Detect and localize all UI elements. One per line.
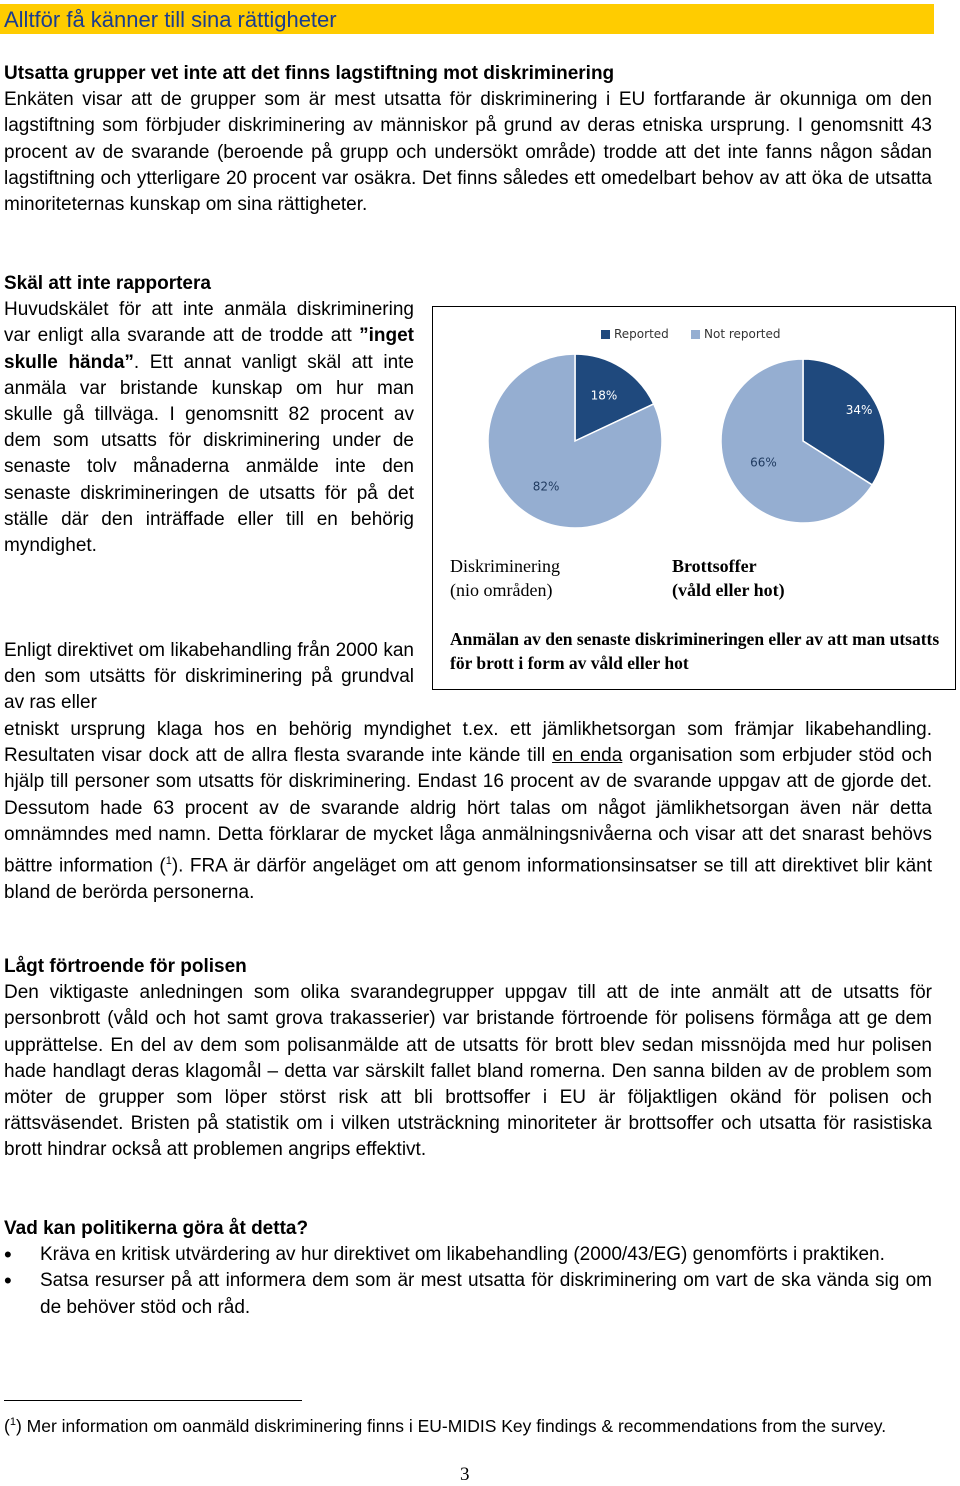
pie-label-discrimination: Diskriminering (nio områden) — [450, 556, 560, 600]
slice-label-victims-reported: 34% — [845, 403, 873, 418]
section-reasons — [4, 271, 414, 559]
bullet-list — [4, 1242, 932, 1321]
legend-item-reported: Reported — [601, 327, 669, 341]
page-number: 3 — [460, 1464, 470, 1485]
section-politicians — [4, 1216, 932, 1321]
section-heading: Lågt förtroende för polisen — [4, 956, 247, 977]
title-banner — [0, 4, 934, 34]
bullet-item: • Satsa resurser på att informera dem som är mest utsatta för diskriminering om vart de ska vända sig om de behöver stöd och råd. — [4, 1268, 932, 1320]
section-heading: Vad kan politikerna göra åt detta? — [4, 1218, 309, 1239]
section-police — [4, 954, 932, 1164]
slice-label-discrimination-not-reported: 82% — [532, 479, 560, 494]
section-heading: Utsatta grupper vet inte att det finns lagstiftning mot diskriminering — [4, 63, 615, 84]
legend-swatch-not-reported — [691, 330, 700, 339]
bullet-item: • Kräva en kritisk utvärdering av hur direktivet om likabehandling (2000/43/EG) genomförts i praktiken. — [4, 1242, 932, 1268]
section-body: Den viktigaste anledningen som olika svarandegrupper uppgav till att de inte anmält att de utsatts för personbrott (våld och hot samt grova trakasserier) var bristande förtroende för polisens förmåga att ge dem upprättelse. En del av dem som polisanmälde att de utsatts för brott blev sedan missnöjda med hur polisen hade handlagt deras klagomål – detta var särskilt fallet bland romerna. Den sanna bilden av de problem som möter de grupper som löper störst risk att bli brottsoffer i EU är följaktligen okänd för polisen och rättsväsendet. Bristen på statistik om i vilken utsträckning minoriteter är brottsoffer och utsatta för rasistiska brott hindrar också att problemen angrips effektivt. — [4, 982, 932, 1161]
slice-label-discrimination-reported: 18% — [590, 388, 618, 403]
legend-item-not-reported: Not reported — [691, 327, 781, 341]
figure-caption: Anmälan av den senaste diskrimineringen eller av att man utsatts för brott i form av våld eller hot — [450, 629, 940, 673]
section-directive-body: etniskt ursprung klaga hos en behörig myndighet t.ex. ett jämlikhetsorgan som främjar likabehandling. Resultaten visar dock att de allra flesta svarande inte kände till en enda organisation som erbjuder stöd och hjälp till personer som utsatts för diskriminering. Endast 16 procent av de svarande uppgav att de gjorde det. Dessutom hade 63 procent av de svarande aldrig hört talas om något jämlikhetsorgan även när detta omnämndes med namn. Detta förklarar de mycket låga anmälningsnivåerna och visar att det snarast behövs bättre information ($^1$). FRA är därför angeläget om att genom informationsinsatser se till att direktivet blir känt bland de berörda personerna. — [4, 719, 933, 903]
section-body: Huvudskälet för att inte anmäla diskriminering var enligt alla svarande att de trodde att ”inget skulle hända”. Ett annat vanligt skäl att inte anmäla var bristande kunskap om hur man skulle gå tillväga. I genomsnitt 82 procent av dem som utsatts för diskriminering under de senaste tolv månaderna anmälde inte den senaste diskrimineringen de utsatts för på det ställe där den inträffade eller till en behörig myndighet. — [4, 299, 414, 557]
emphasis-text: ”inget skulle hända” — [4, 325, 414, 373]
footnote-reference[interactable]: 1 — [165, 855, 172, 868]
underlined-text: en enda — [552, 745, 623, 767]
section-awareness — [4, 61, 932, 218]
page-title: Alltför få känner till sina rättigheter — [4, 7, 337, 32]
section-body: Enkäten visar att de grupper som är mest utsatta för diskriminering i EU fortfarande är okunniga om den lagstiftning som förbjuder diskriminering av människor på grund av deras etniska ursprung. I genomsnitt 43 procent av de svarande (beroende på grupp och undersökt område) trodde att det inte fanns någon sådan lagstiftning och ytterligare 20 procent var osäkra. Det finns således ett omedelbart behov av att öka de utsatta minoriteternas kunskap om sina rättigheter. — [4, 89, 932, 216]
pie-label-crime-victims: Brottsoffer (våld eller hot) — [672, 556, 785, 600]
legend-swatch-reported — [601, 330, 610, 339]
pie-chart-figure — [432, 306, 956, 690]
footnote-divider — [4, 1400, 302, 1401]
slice-label-victims-not-reported: 66% — [750, 455, 777, 470]
footnote: ($^1$) Mer information om oanmäld diskriminering finns i EU-MIDIS Key findings & recommendations from the survey. — [4, 1415, 887, 1436]
section-directive-lead: Enligt direktivet om likabehandling från 2000 kan den som utsätts för diskriminering på grundval av ras eller — [4, 640, 414, 714]
section-heading: Skäl att inte rapportera — [4, 273, 211, 294]
